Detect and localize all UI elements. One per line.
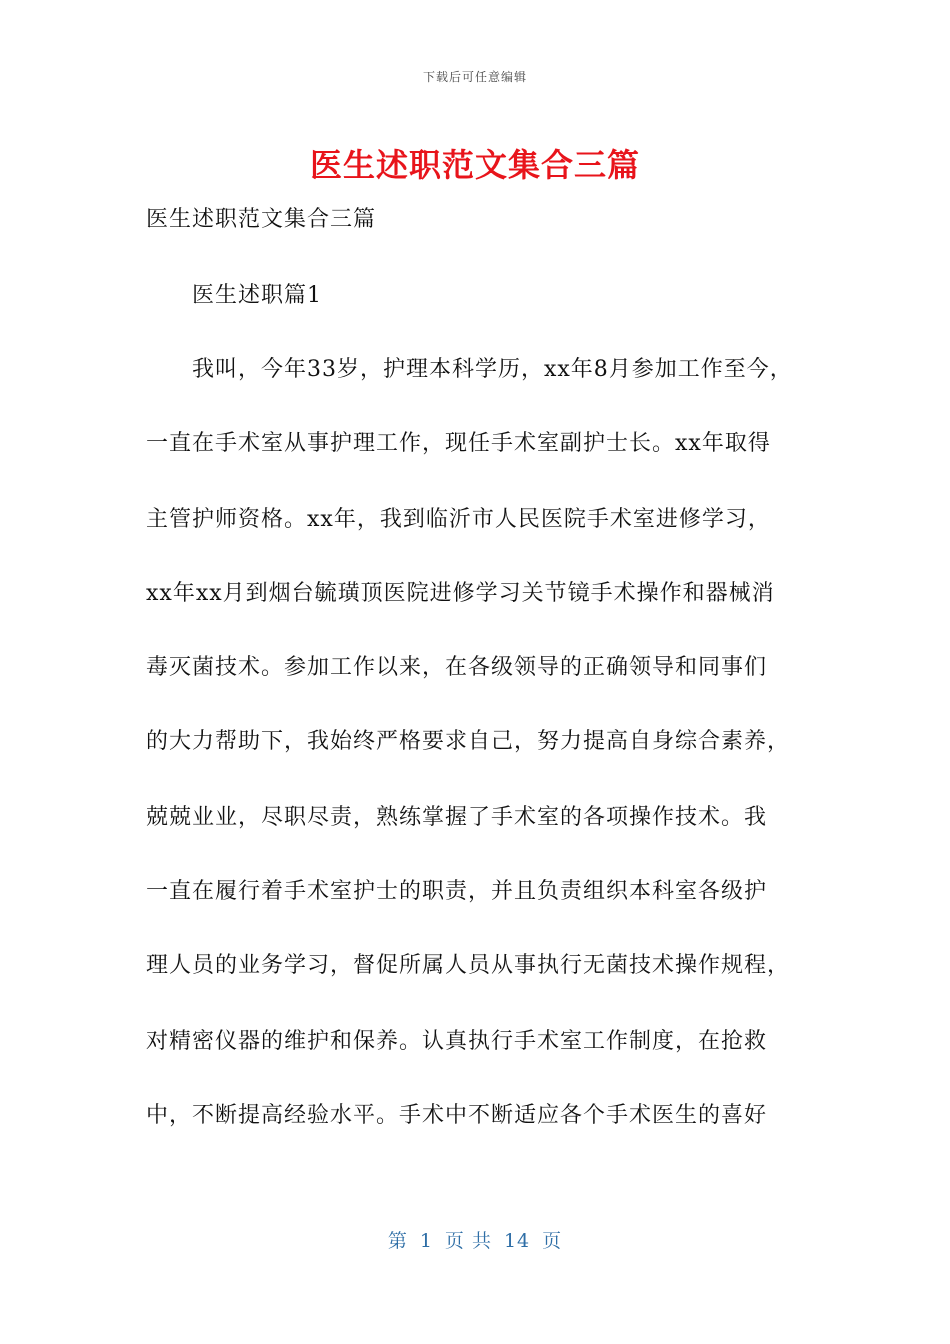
header-note: 下载后可任意编辑 bbox=[422, 70, 527, 84]
subtitle: 医生述职范文集合三篇 bbox=[146, 207, 377, 232]
footer-total-pages: 14 bbox=[503, 1230, 531, 1252]
body-line-2: 一直在手术室从事护理工作，现任手术室副护士长。xx年取得 bbox=[146, 431, 771, 456]
section-heading: 医生述职篇1 bbox=[192, 283, 322, 308]
body-line-9: 理人员的业务学习，督促所属人员从事执行无菌技术操作规程， bbox=[146, 953, 791, 978]
body-line-4: xx年xx月到烟台毓璜顶医院进修学习关节镜手术操作和器械消 bbox=[146, 581, 775, 606]
body-line-3: 主管护师资格。xx年，我到临沂市人民医院手术室进修学习， bbox=[146, 507, 771, 532]
footer-middle: 页 共 bbox=[444, 1230, 492, 1252]
body-line-10: 对精密仪器的维护和保养。认真执行手术室工作制度，在抢救 bbox=[146, 1029, 768, 1054]
body-line-7: 兢兢业业，尽职尽责，熟练掌握了手术室的各项操作技术。我 bbox=[146, 805, 768, 830]
footer-page-number: 1 bbox=[419, 1230, 433, 1252]
footer-prefix: 第 bbox=[387, 1230, 408, 1252]
document-title: 医生述职范文集合三篇 bbox=[309, 146, 640, 184]
footer-suffix: 页 bbox=[542, 1230, 563, 1252]
body-line-1: 我叫，今年33岁，护理本科学历，xx年8月参加工作至今， bbox=[192, 357, 793, 382]
page-footer bbox=[0, 1226, 950, 1253]
body-line-11: 中，不断提高经验水平。手术中不断适应各个手术医生的喜好 bbox=[146, 1103, 768, 1128]
body-line-8: 一直在履行着手术室护士的职责，并且负责组织本科室各级护 bbox=[146, 879, 768, 904]
body-line-6: 的大力帮助下，我始终严格要求自己，努力提高自身综合素养， bbox=[146, 729, 791, 754]
body-line-5: 毒灭菌技术。参加工作以来，在各级领导的正确领导和同事们 bbox=[146, 655, 768, 680]
